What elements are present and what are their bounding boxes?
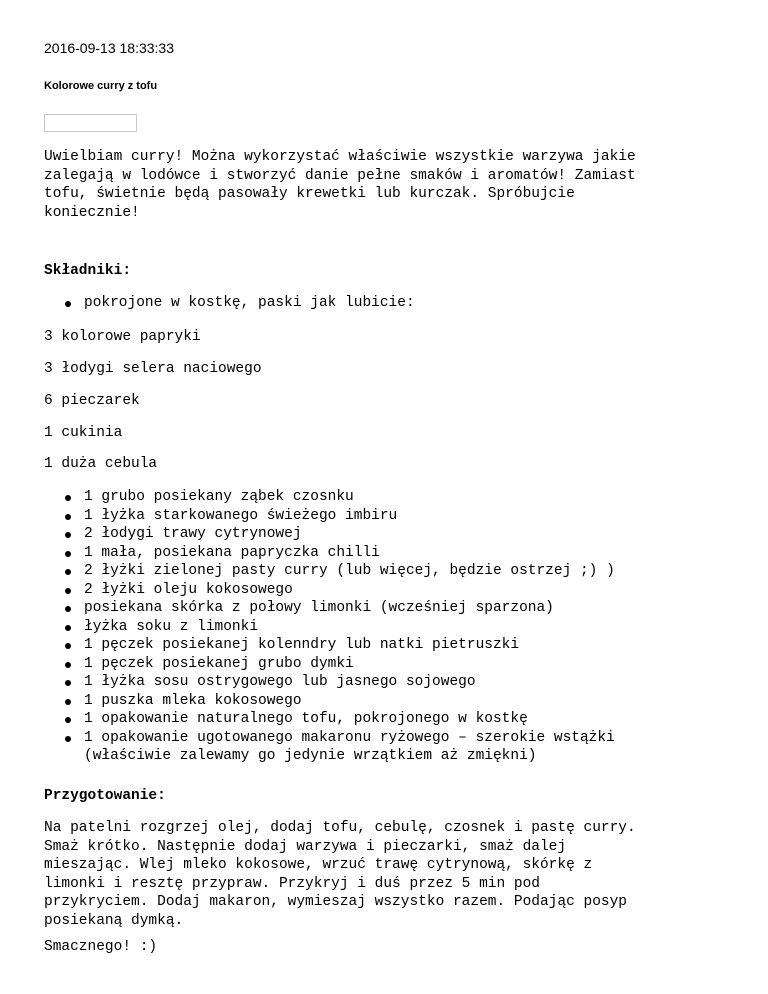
list-item — [44, 710, 734, 729]
list-item — [44, 488, 734, 507]
list-item-text: 1 grubo posiekany ząbek czosnku — [84, 489, 354, 505]
list-item-text: 1 opakowanie naturalnego tofu, pokrojonego w kostkę — [84, 711, 528, 727]
list-item — [44, 692, 734, 711]
list-item — [44, 618, 734, 637]
preparation-text: Na patelni rozgrzej olej, dodaj tofu, cebulę, czosnek i pastę curry. Smaż krótko. Następnie dodaj warzywa i pieczarki, smaż dalej mieszając. Wlej mleko kokosowe, wrzuć trawę cytrynową, skórkę z limonki i resztę przypraw. Przykryj i duś przez 5 min pod przykryciem. Dodaj makaron, wymieszaj wszystko razem. Podając posyp posiekaną dymką. — [44, 820, 636, 929]
list-item-text: 2 łyżki zielonej pasty curry (lub więcej, będzie ostrzej ;) ) — [84, 563, 615, 579]
list-item — [44, 636, 734, 655]
list-item-text: posiekana skórka z połowy limonki (wcześniej sparzona) — [84, 600, 554, 616]
bullet-icon — [65, 625, 71, 631]
bullet-icon — [65, 717, 71, 723]
bullet-icon — [65, 680, 71, 686]
list-item — [44, 507, 734, 526]
bullet-icon — [65, 495, 71, 501]
list-item — [44, 655, 734, 674]
bullet-icon — [65, 662, 71, 668]
vegetable-line: 6 pieczarek — [44, 393, 140, 409]
vegetable-line: 3 łodygi selera naciowego — [44, 361, 262, 377]
bullet-icon — [65, 301, 71, 307]
vegetable-line: 1 duża cebula — [44, 456, 158, 472]
bullet-icon — [65, 569, 71, 575]
recipe-title: Kolorowe curry z tofu — [44, 80, 158, 92]
list-item-text: łyżka soku z limonki — [84, 618, 259, 635]
preparation-heading: Przygotowanie: — [44, 788, 166, 804]
list-item-text: 1 opakowanie ugotowanego makaronu ryżowego – szerokie wstążki (właściwie zalewamy go jedynie wrzątkiem aż zmiękni) — [84, 729, 615, 764]
timestamp: 2016-09-13 18:33:33 — [44, 40, 174, 56]
list-item — [44, 581, 734, 600]
list-item-text: 1 łyżka starkowanego świeżego imbiru — [84, 507, 398, 524]
closing-text: Smacznego! :) — [44, 939, 158, 955]
list-item-text: 2 łodygi trawy cytrynowej — [84, 526, 302, 542]
list-item-text: 2 łyżki oleju kokosowego — [84, 581, 293, 598]
bullet-icon — [65, 643, 71, 649]
ingredients-intro-list — [44, 294, 734, 313]
bullet-icon — [65, 588, 71, 594]
list-item — [44, 544, 734, 563]
bullet-icon — [65, 514, 71, 520]
bullet-icon — [65, 736, 71, 742]
list-item-text: 1 puszka mleka kokosowego — [84, 692, 302, 709]
list-item — [44, 729, 734, 766]
list-item — [44, 673, 734, 692]
intro-text: Uwielbiam curry! Można wykorzystać właściwie wszystkie warzywa jakie zalegają w lodówce i stworzyć danie pełne smaków i aromatów! Zamiast tofu, świetnie będą pasowały krewetki lub kurczak. Spróbujcie koniecznie! — [44, 149, 636, 221]
ingredients-heading: Składniki: — [44, 263, 132, 279]
image-placeholder — [44, 114, 137, 132]
list-item-text: 1 pęczek posiekanej kolenndry lub natki pietruszki — [84, 637, 520, 653]
bullet-icon — [65, 699, 71, 705]
vegetable-line: 3 kolorowe papryki — [44, 329, 201, 345]
bullet-icon — [65, 551, 71, 557]
list-item-text: 1 pęczek posiekanej grubo dymki — [84, 655, 354, 672]
bullet-icon — [65, 532, 71, 538]
vegetable-line: 1 cukinia — [44, 425, 123, 441]
list-item-text: 1 mała, posiekana papryczka chilli — [84, 544, 380, 561]
list-item — [44, 599, 734, 618]
list-item-text: 1 łyżka sosu ostrygowego lub jasnego sojowego — [84, 674, 476, 690]
ingredients-list — [44, 488, 734, 766]
bullet-icon — [65, 606, 71, 612]
list-item-text: pokrojone w kostkę, paski jak lubicie: — [84, 295, 415, 311]
list-item — [44, 562, 734, 581]
list-item — [44, 294, 734, 313]
list-item — [44, 525, 734, 544]
